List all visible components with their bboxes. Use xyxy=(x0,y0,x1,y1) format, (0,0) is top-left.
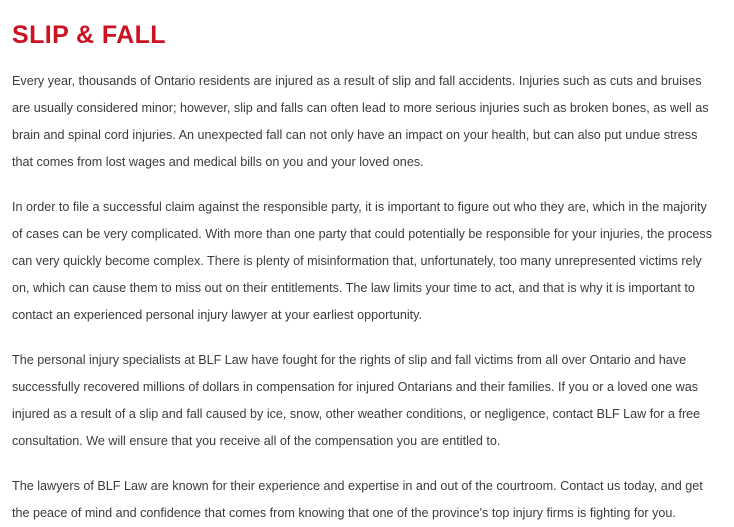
page-title: SLIP & FALL xyxy=(12,21,166,49)
paragraph-1: Every year, thousands of Ontario residents are injured as a result of slip and fall accidents. Injuries such as cuts and bruises are usually considered minor; however, slip and falls can often lead to more serious injuries such as broken bones, as well as brain and spinal cord injuries. An unexpected fall can not only have an impact on your health, but can also put undue stress that comes from lost wages and medical bills on you and your loved ones. xyxy=(12,73,709,169)
paragraph-3: The personal injury specialists at BLF Law have fought for the rights of slip and fall victims from all over Ontario and have successfully recovered millions of dollars in compensation for injured Ontarians and their families. If you or a loved one was injured as a result of a slip and fall caused by ice, snow, other weather conditions, or negligence, contact BLF Law for a free consultation. We will ensure that you receive all of the compensation you are entitled to. xyxy=(12,352,701,448)
paragraph-4: The lawyers of BLF Law are known for their experience and expertise in and out of the courtroom. Contact us today, and get the peace of mind and confidence that comes from knowing that one of the province's top injury firms is fighting for you. xyxy=(12,478,703,520)
paragraph-2: In order to file a successful claim against the responsible party, it is important to figure out who they are, which in the majority of cases can be very complicated. With more than one party that could potentially be responsible for your injuries, the process can very quickly become complex. There is plenty of misinformation that, unfortunately, too many unrepresented victims rely on, which can cause them to miss out on their entitlements. The law limits your time to act, and that is why it is important to contact an experienced personal injury lawyer at your earliest opportunity. xyxy=(12,199,713,322)
article-body xyxy=(12,68,716,527)
